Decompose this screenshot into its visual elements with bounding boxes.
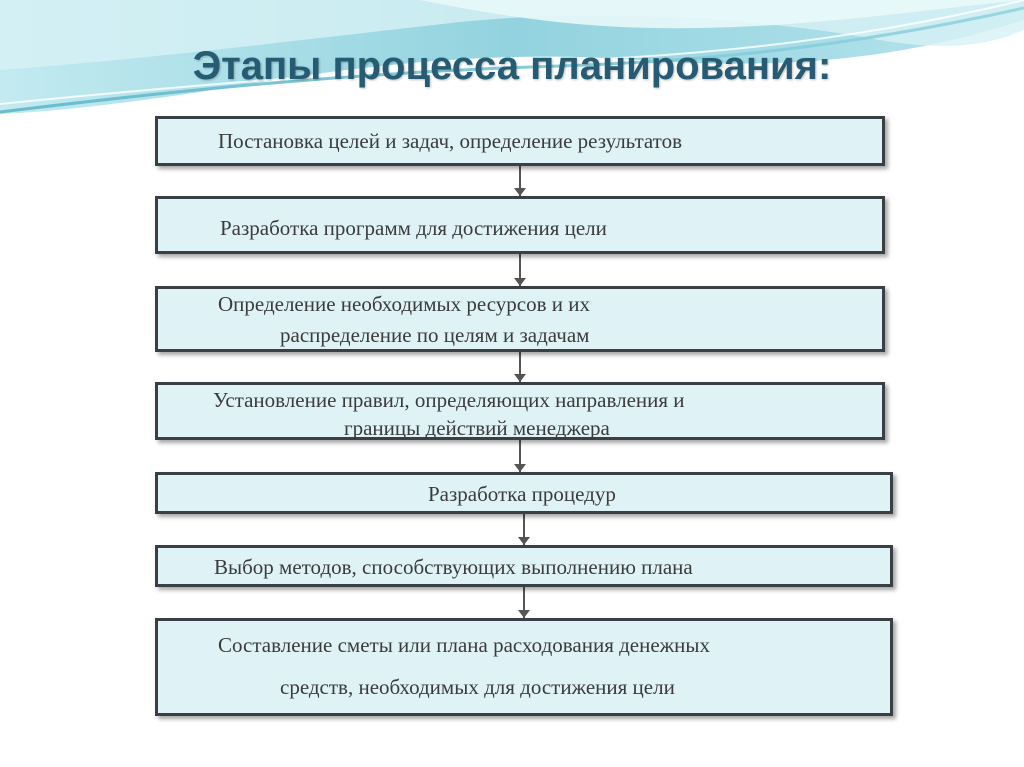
step-2-text: Разработка программ для достижения цели (220, 216, 607, 240)
arrow-2-icon (514, 254, 526, 286)
arrow-1-icon (514, 166, 526, 196)
arrow-4-icon (514, 440, 526, 472)
step-3-text-line-2: распределение по целям и задачам (280, 323, 590, 347)
arrow-3-icon (514, 352, 526, 382)
step-5-box (155, 472, 893, 514)
arrow-6-icon (518, 587, 530, 618)
step-1-text: Постановка целей и задач, определение результатов (218, 129, 682, 153)
step-3-text-line-1: Определение необходимых ресурсов и их (218, 292, 591, 316)
step-6-box (155, 545, 893, 587)
step-1-box (155, 116, 885, 166)
step-7-text-line-2: средств, необходимых для достижения цели (280, 675, 675, 699)
step-5-text: Разработка процедур (428, 482, 616, 506)
step-4-box (155, 382, 885, 440)
arrow-5-icon (518, 514, 530, 545)
step-7-box (155, 618, 893, 716)
page-title: Этапы процесса планирования: (192, 44, 832, 88)
step-6-text: Выбор методов, способствующих выполнению плана (214, 555, 693, 579)
step-3-box (155, 286, 885, 352)
step-2-box (155, 196, 885, 254)
step-7-text-line-1: Составление сметы или плана расходования денежных (218, 633, 711, 657)
step-4-text-line-1: Установление правил, определяющих направления и (213, 388, 685, 412)
step-4-text-line-2: границы действий менеджера (344, 416, 610, 440)
